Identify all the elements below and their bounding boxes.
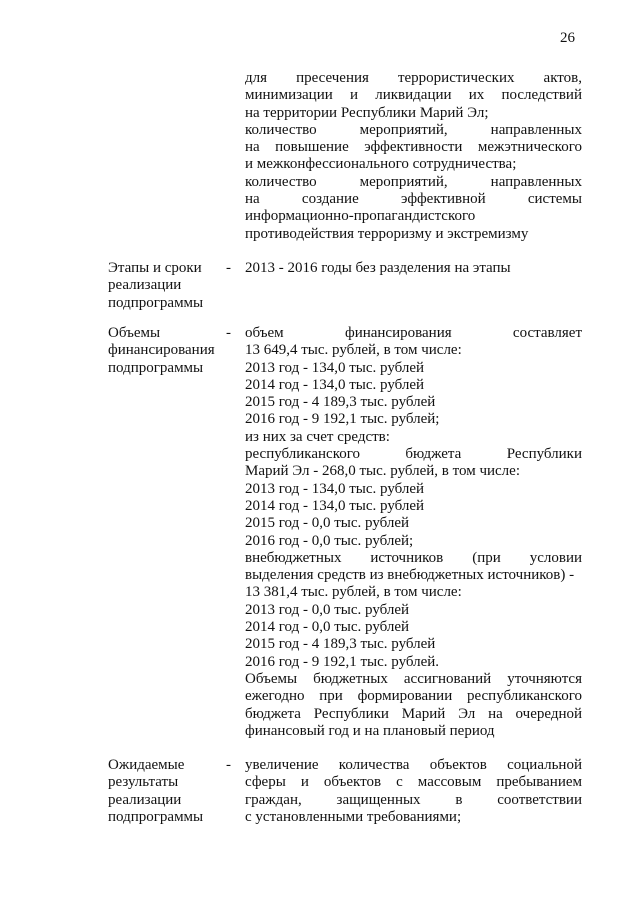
text-line: на повышение эффективности межэтнического (245, 139, 582, 156)
label-line: подпрограммы (108, 359, 204, 376)
stages-label (108, 260, 220, 312)
label-line: финансирования (108, 342, 215, 359)
results-content (245, 757, 582, 826)
text-line: 2015 год - 4 189,3 тыс. рублей (245, 394, 436, 411)
text-line: 2015 год - 0,0 тыс. рублей (245, 515, 410, 532)
text-line: финансовый год и на плановый период (245, 722, 495, 739)
text-line: 2016 год - 9 192,1 тыс. рублей. (245, 653, 440, 670)
text-line: Марий Эл - 268,0 тыс. рублей, в том числе: (245, 463, 520, 480)
text-line: на создание эффективной системы (245, 191, 582, 208)
label-line: результаты (108, 774, 179, 791)
text-line: 2013 год - 0,0 тыс. рублей (245, 601, 410, 618)
text-line: республиканского бюджета Республики (245, 446, 582, 463)
text-line: объем финансирования составляет (245, 325, 582, 341)
text-line: 2014 год - 0,0 тыс. рублей (245, 619, 410, 636)
text-line: 13 649,4 тыс. рублей, в том числе: (245, 342, 462, 359)
text-line: количество мероприятий, направленных (245, 121, 582, 138)
text-line: бюджета Республики Марий Эл на очередной (245, 705, 582, 722)
text-line: противодействия терроризму и экстремизму (245, 225, 529, 242)
results-label (108, 757, 220, 826)
text-line: 2013 год - 134,0 тыс. рублей (245, 480, 425, 497)
text-line: на территории Республики Марий Эл; (245, 104, 489, 121)
text-line: 2014 год - 134,0 тыс. рублей (245, 376, 425, 393)
label-line: реализации (108, 791, 182, 808)
text-line: увеличение количества объектов социальной (245, 757, 582, 773)
text-line: и межконфессионального сотрудничества; (245, 156, 517, 173)
text-line: из них за счет средств: (245, 428, 390, 445)
continuation-content (245, 70, 582, 243)
text-line: количество мероприятий, направленных (245, 173, 582, 190)
text-line: 2016 год - 9 192,1 тыс. рублей; (245, 411, 440, 428)
label-line: Объемы (108, 325, 161, 341)
label-line: Ожидаемые (108, 757, 185, 773)
text-line: граждан, защищенных в соответствии (245, 791, 582, 808)
text-line: 2013 год - 134,0 тыс. рублей (245, 359, 425, 376)
label-line: подпрограммы (108, 808, 204, 825)
text-line: 13 381,4 тыс. рублей, в том числе: (245, 584, 462, 601)
funding-content (245, 325, 582, 740)
text-line: для пресечения террористических актов, (245, 70, 582, 86)
text-line: ежегодно при формировании республиканского (245, 688, 582, 705)
text-line: 2013 - 2016 годы без разделения на этапы (245, 260, 511, 276)
text-line: минимизации и ликвидации их последствий (245, 87, 582, 104)
text-line: 2016 год - 0,0 тыс. рублей; (245, 532, 414, 549)
funding-label (108, 325, 220, 377)
label-line: подпрограммы (108, 294, 204, 311)
label-line: Этапы и сроки (108, 260, 202, 276)
text-line: 2015 год - 4 189,3 тыс. рублей (245, 636, 436, 653)
text-line: внебюджетных источников (при условии (245, 549, 582, 566)
page-number: 26 (560, 30, 575, 46)
text-line: сферы и объектов с массовым пребыванием (245, 774, 582, 791)
text-line: Объемы бюджетных ассигнований уточняются (245, 670, 582, 687)
text-line: с установленными требованиями; (245, 808, 462, 825)
stages-content (245, 260, 582, 277)
text-line: информационно-пропагандистского (245, 208, 476, 225)
stages-dash: - (226, 260, 231, 276)
label-line: реализации (108, 277, 182, 294)
text-line: выделения средств из внебюджетных источников) - (245, 567, 575, 584)
results-dash: - (226, 757, 231, 773)
text-line: 2014 год - 134,0 тыс. рублей (245, 497, 425, 514)
funding-dash: - (226, 325, 231, 341)
